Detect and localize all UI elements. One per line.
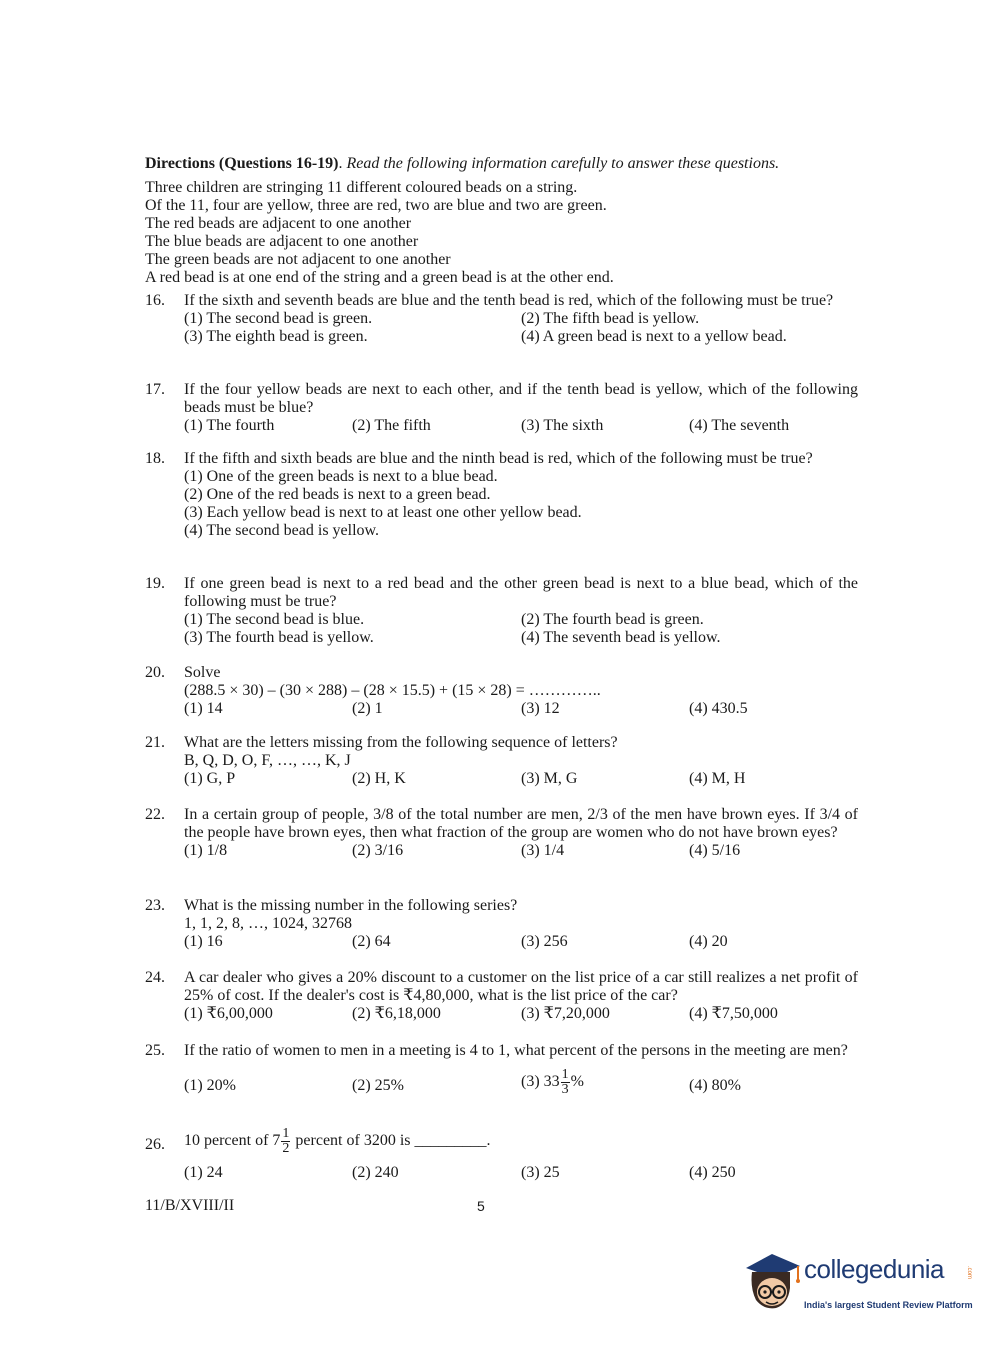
- question-text: If the ratio of women to men in a meeting is 4 to 1, what percent of the persons in the meeting are men?: [184, 1042, 848, 1059]
- question-number: 21.: [145, 734, 165, 751]
- question-number: 23.: [145, 897, 165, 914]
- option-2: (2) ₹6,18,000: [352, 1005, 441, 1022]
- option-1: (1) One of the green beads is next to a blue bead.: [184, 468, 498, 485]
- option-3: (3) The sixth: [521, 417, 604, 434]
- directions-instruction: Read the following information carefully to answer these questions.: [342, 155, 780, 172]
- bead-information: [145, 179, 860, 287]
- info-line: Three children are stringing 11 different coloured beads on a string.: [145, 179, 578, 196]
- paper-code: 11/B/XVIII/II: [145, 1197, 235, 1214]
- option-1: (1) 24: [184, 1164, 223, 1181]
- question-text: If one green bead is next to a red bead and the other green bead is next to a blue bead, which of the following must be true?: [184, 575, 858, 610]
- question-number: 17.: [145, 381, 165, 398]
- question-19: [145, 575, 858, 647]
- logo-suffix: .com: [966, 1266, 972, 1280]
- question-text: If the fifth and sixth beads are blue and the ninth bead is red, which of the following must be true?: [184, 450, 813, 467]
- option-1: (1) ₹6,00,000: [184, 1005, 273, 1022]
- option-1: (1) 14: [184, 700, 223, 717]
- option-1: (1) The second bead is green.: [184, 310, 373, 327]
- option-3: (3) 25: [521, 1164, 560, 1181]
- question-22: [145, 806, 858, 860]
- option-3: [521, 1068, 584, 1097]
- question-text: In a certain group of people, 3/8 of the total number are men, 2/3 of the men have brown eyes. If 3/4 of the people have brown eyes, then what fraction of the group are women who do not have brown eyes?: [184, 806, 858, 841]
- option-2: (2) One of the red beads is next to a green bead.: [184, 486, 491, 503]
- directions-punct: .: [338, 155, 343, 172]
- option-1: (1) G, P: [184, 770, 236, 787]
- question-number: 24.: [145, 969, 165, 986]
- question-24: [145, 969, 858, 1023]
- info-line: The blue beads are adjacent to one another: [145, 233, 419, 250]
- mixed-fraction: [281, 1127, 290, 1156]
- option-3: (3) 1/4: [521, 842, 565, 859]
- option-3-whole: (3) 33: [521, 1073, 560, 1091]
- option-3: (3) ₹7,20,000: [521, 1005, 610, 1022]
- question-26: [145, 1127, 858, 1182]
- question-16: [145, 292, 858, 346]
- option-3: (3) The eighth bead is green.: [184, 328, 368, 345]
- option-1: (1) 20%: [184, 1077, 236, 1094]
- option-4: (4) M, H: [689, 770, 746, 787]
- letter-sequence: B, Q, D, O, F, …, …, K, J: [184, 752, 351, 769]
- question-18: [145, 450, 858, 540]
- option-3: (3) The fourth bead is yellow.: [184, 629, 374, 646]
- collegedunia-logo: [742, 1248, 972, 1318]
- question-text-start: 10 percent of 7: [184, 1132, 281, 1150]
- mascot-icon: [742, 1248, 804, 1318]
- question-number: 19.: [145, 575, 165, 592]
- fraction-denominator: 2: [282, 1141, 290, 1156]
- option-2: (2) 1: [352, 700, 383, 717]
- info-line: A red bead is at one end of the string and a green bead is at the other end.: [145, 269, 614, 286]
- question-text: What is the missing number in the following series?: [184, 897, 518, 914]
- page-number: 5: [477, 1198, 485, 1214]
- option-1: (1) The fourth: [184, 417, 275, 434]
- question-text: [184, 1127, 858, 1156]
- question-number: 25.: [145, 1042, 165, 1059]
- question-text: What are the letters missing from the following sequence of letters?: [184, 734, 618, 751]
- question-number: 22.: [145, 806, 165, 823]
- option-2: (2) 3/16: [352, 842, 404, 859]
- option-1: (1) 1/8: [184, 842, 228, 859]
- directions-label: Directions (Questions 16-19): [145, 155, 339, 172]
- option-2: (2) 25%: [352, 1077, 404, 1094]
- option-3: (3) Each yellow bead is next to at least one other yellow bead.: [184, 504, 582, 521]
- info-line: The green beads are not adjacent to one another: [145, 251, 451, 268]
- option-4: (4) ₹7,50,000: [689, 1005, 778, 1022]
- option-4: (4) The seventh: [689, 417, 790, 434]
- option-2: (2) 240: [352, 1164, 399, 1181]
- option-3: (3) 256: [521, 933, 568, 950]
- option-3-fraction: [561, 1068, 570, 1097]
- question-number: 20.: [145, 664, 165, 681]
- question-number: 16.: [145, 292, 165, 309]
- question-17: [145, 381, 858, 435]
- option-3-percent: %: [570, 1073, 584, 1091]
- question-text: If the sixth and seventh beads are blue and the tenth bead is red, which of the following must be true?: [184, 292, 834, 309]
- logo-tagline: India's largest Student Review Platform: [804, 1300, 973, 1310]
- option-2: (2) H, K: [352, 770, 406, 787]
- directions-heading: [145, 155, 860, 173]
- option-1: (1) The second bead is blue.: [184, 611, 365, 628]
- option-4: (4) The seventh bead is yellow.: [521, 629, 721, 646]
- option-4: (4) 20: [689, 933, 728, 950]
- fraction-numerator: 1: [561, 1067, 569, 1082]
- question-25: [145, 1042, 858, 1102]
- option-4: (4) 250: [689, 1164, 736, 1181]
- logo-wordmark: collegedunia: [804, 1254, 945, 1284]
- fraction-denominator: 3: [561, 1082, 569, 1097]
- option-4: (4) 80%: [689, 1077, 741, 1094]
- fraction-numerator: 1: [282, 1126, 290, 1141]
- option-4: (4) The second bead is yellow.: [184, 522, 380, 539]
- option-4: (4) 430.5: [689, 700, 748, 717]
- option-1: (1) 16: [184, 933, 223, 950]
- question-text-end: percent of 3200 is _________.: [291, 1132, 491, 1150]
- question-20: [145, 664, 858, 718]
- info-line: The red beads are adjacent to one another: [145, 215, 412, 232]
- option-2: (2) The fifth bead is yellow.: [521, 310, 700, 327]
- option-3: (3) M, G: [521, 770, 578, 787]
- question-number: 18.: [145, 450, 165, 467]
- option-2: (2) 64: [352, 933, 391, 950]
- option-3: (3) 12: [521, 700, 560, 717]
- option-4: (4) A green bead is next to a yellow bead.: [521, 328, 787, 345]
- question-text: Solve: [184, 664, 221, 681]
- option-2: (2) The fifth: [352, 417, 431, 434]
- question-21: [145, 734, 858, 788]
- question-number: 26.: [145, 1136, 165, 1153]
- info-line: Of the 11, four are yellow, three are red, two are blue and two are green.: [145, 197, 607, 214]
- question-expression: (288.5 × 30) – (30 × 288) – (28 × 15.5) + (15 × 28) = …………..: [184, 682, 601, 699]
- question-23: [145, 897, 858, 951]
- question-text: If the four yellow beads are next to each other, and if the tenth bead is yellow, which of the following beads must be blue?: [184, 381, 858, 416]
- option-2: (2) The fourth bead is green.: [521, 611, 704, 628]
- option-4: (4) 5/16: [689, 842, 741, 859]
- number-series: 1, 1, 2, 8, …, 1024, 32768: [184, 915, 352, 932]
- question-text: A car dealer who gives a 20% discount to a customer on the list price of a car still realizes a net profit of 25% of cost. If the dealer's cost is ₹4,80,000, what is the list price of the car?: [184, 969, 858, 1004]
